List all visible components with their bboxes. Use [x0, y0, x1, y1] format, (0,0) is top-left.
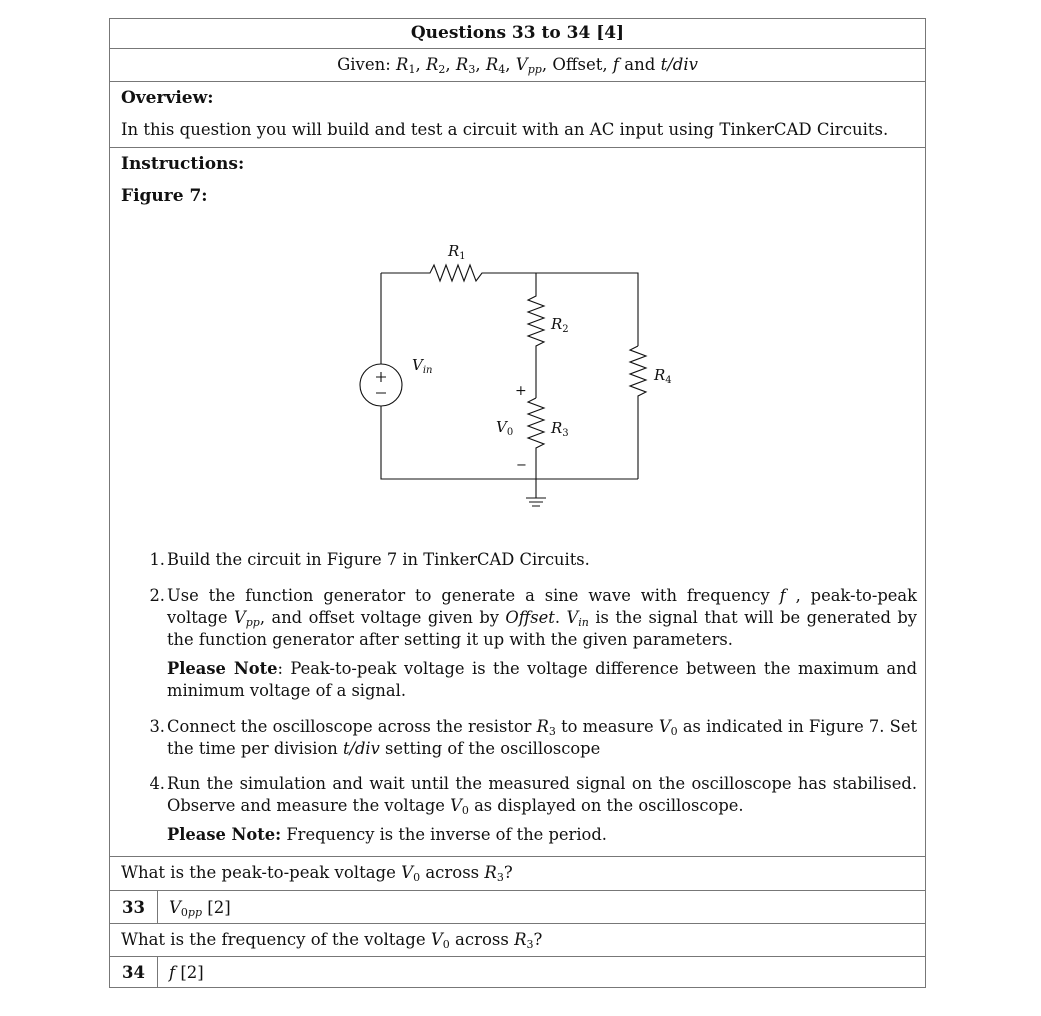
question-34-answer-row[interactable]: [110, 957, 925, 988]
question-33-prompt: What is the peak-to-peak voltage $V_0$ across $R_3$?: [110, 857, 925, 891]
vin-label: $V_{in}$: [412, 356, 433, 376]
given-row: Given: $R_1$, $R_2$, $R_3$, $R_4$, $V_{pp}$, Offset, f and t/div: [110, 49, 925, 82]
top-wire-r1: [381, 265, 638, 346]
note-label: Please Note:: [167, 825, 282, 844]
step-number: 2.: [149, 586, 165, 605]
step-number: 4.: [149, 774, 165, 793]
instructions-label: Instructions:: [121, 154, 245, 174]
instructions-section: Instructions: Figure 7: $R_1$ $R_2$ $R_3$ $R_4$ $V_{in}$ $V_0$ + − 1. Build the circuit in Figure 7 in TinkerCAD Circuits. 2. Use the function generator to generate a sine wave with frequency f , peak-to-peak voltage $V_{pp}$, and offset voltage given by Offset. $V_{in}$ is the signal that will be generated by the function generator after setting it up with the given parameters. Please Note: Peak-to-peak voltage is the voltage difference between the maximum and minimum voltage of a signal. 3. Connect the oscilloscope across the resistor $R_3$ to measure $V_0$ as indicated in Figure 7. Set the time per division t/div setting of the oscilloscope 4. Run the simulation and wait until the measured signal on the oscilloscope has stabilised. Observe and measure the voltage $V_0$ as displayed on the oscilloscope. Please Note: Frequency is the inverse of the period.: [110, 148, 925, 857]
ground-symbol: [526, 498, 546, 506]
step-number: 1.: [149, 550, 165, 569]
circuit-diagram: [350, 226, 680, 516]
question-number: 34: [110, 957, 158, 988]
r4-label: $R_4$: [654, 366, 672, 386]
question-33-answer-row[interactable]: [110, 891, 925, 924]
question-sheet: [109, 18, 926, 988]
given-offset: Offset,: [552, 55, 608, 74]
questions-title: Questions 33 to 34 [4]: [410, 23, 625, 43]
v0-label: $V_0$: [496, 418, 514, 438]
given-and: and: [624, 55, 656, 74]
bottom-wire: [381, 406, 638, 479]
answer-field[interactable]: f [2]: [169, 963, 204, 982]
r2-label: $R_2$: [551, 315, 569, 335]
r4-resistor: [630, 346, 646, 479]
given-prefix: Given:: [337, 55, 391, 74]
answer-field[interactable]: $V_{0pp}$ [2]: [169, 897, 231, 919]
step-text: Connect the oscilloscope across the resistor: [167, 717, 532, 736]
overview-label: Overview:: [121, 88, 214, 108]
r3-resistor: [528, 398, 544, 498]
figure-label: Figure 7:: [121, 186, 208, 206]
question-34-prompt: What is the frequency of the voltage $V_0$ across $R_3$?: [110, 924, 925, 957]
questions-title-row: [110, 19, 925, 49]
overview-text: In this question you will build and test a circuit with an AC input using TinkerCAD Circuits.: [121, 120, 889, 139]
step-text: Build the circuit in Figure 7 in TinkerCAD Circuits.: [167, 550, 590, 569]
step-text: Use the function generator to generate a sine wave with frequency: [167, 586, 770, 605]
step-text: Run the simulation and wait until the measured signal on the oscilloscope has stabilised. Observe and measure the voltage: [167, 774, 917, 815]
r2-resistor: [528, 273, 544, 398]
note-text: : Peak-to-peak voltage is the voltage difference between the maximum and minimum voltage of a signal.: [167, 659, 917, 700]
source-polarity: [376, 372, 386, 393]
voltage-source: [360, 364, 402, 406]
note-text: Frequency is the inverse of the period.: [286, 825, 607, 844]
step-number: 3.: [149, 717, 165, 736]
question-number: 33: [110, 891, 158, 923]
overview-section: [110, 82, 925, 148]
note-label: Please Note: [167, 659, 278, 678]
v0-minus: −: [516, 458, 527, 473]
r3-label: $R_3$: [551, 419, 569, 439]
v0-plus: +: [515, 383, 527, 399]
r1-label: $R_1$: [448, 242, 466, 262]
